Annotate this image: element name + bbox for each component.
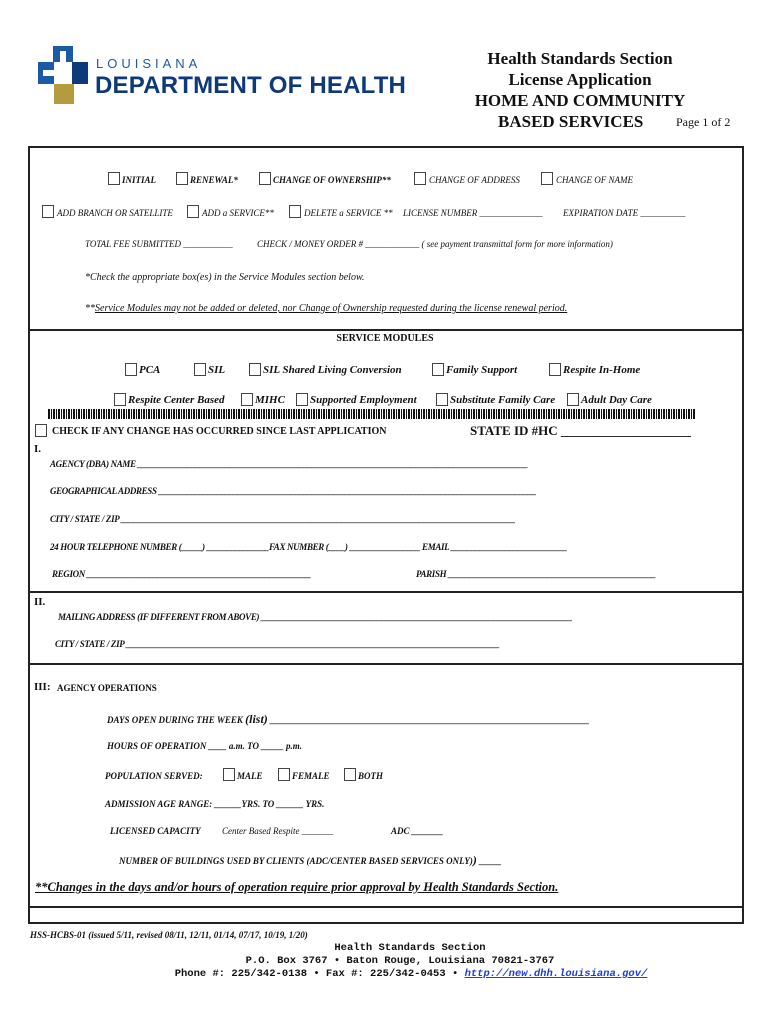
supported-employment-label: Supported Employment bbox=[310, 394, 417, 406]
licensed-capacity-label: LICENSED CAPACITY bbox=[110, 826, 201, 836]
footer-phone-fax: Phone #: 225/342-0138 • Fax #: 225/342-0453 • bbox=[174, 968, 459, 980]
days-open-line: _______________________________________________________________________ bbox=[270, 715, 590, 725]
initial-label: INITIAL bbox=[122, 175, 157, 185]
divider-section3 bbox=[28, 663, 742, 665]
adult-day-care-checkbox[interactable] bbox=[567, 393, 579, 406]
days-open-label: DAYS OPEN DURING THE WEEK bbox=[107, 715, 243, 725]
days-open-list: (list) bbox=[245, 712, 268, 726]
respite-in-home-checkbox[interactable] bbox=[549, 363, 561, 376]
section-2-numeral: II. bbox=[34, 596, 46, 608]
sil-shared-living-label: SIL Shared Living Conversion bbox=[263, 364, 402, 376]
sil-checkbox[interactable] bbox=[194, 363, 206, 376]
change-ownership-label: CHANGE OF OWNERSHIP** bbox=[273, 175, 391, 185]
change-address-label: CHANGE OF ADDRESS bbox=[429, 175, 520, 185]
adc-capacity-field[interactable]: ADC _______ bbox=[391, 826, 444, 836]
change-occurred-checkbox[interactable] bbox=[35, 424, 47, 437]
change-name-label: CHANGE OF NAME bbox=[556, 175, 633, 185]
substitute-family-care-label: Substitute Family Care bbox=[450, 394, 556, 406]
geographical-address-field[interactable]: GEOGRAPHICAL ADDRESS ___________________________________________________________________________________________ bbox=[50, 486, 537, 496]
page-number: Page 1 of 2 bbox=[676, 115, 731, 129]
mailing-city-state-zip-field[interactable]: CITY / STATE / ZIP __________________________________________________________________________________________ bbox=[55, 639, 500, 649]
logo-state: LOUISIANA bbox=[96, 56, 202, 71]
adult-day-care-label: Adult Day Care bbox=[581, 394, 652, 406]
renewal-checkbox[interactable] bbox=[176, 172, 188, 185]
region-field[interactable]: REGION ______________________________________________________ bbox=[52, 569, 311, 579]
changes-approval-note: **Changes in the days and/or hours of operation require prior approval by Health Standards Section. bbox=[35, 880, 559, 894]
mihc-checkbox[interactable] bbox=[241, 393, 253, 406]
substitute-family-care-checkbox[interactable] bbox=[436, 393, 448, 406]
mailing-address-field[interactable]: MAILING ADDRESS (IF DIFFERENT FROM ABOVE) ___________________________________________________________________________ bbox=[58, 612, 573, 622]
both-checkbox[interactable] bbox=[344, 768, 356, 781]
family-support-label: Family Support bbox=[446, 364, 518, 376]
logo-department: DEPARTMENT OF HEALTH bbox=[95, 72, 407, 99]
note-service-modules-text: Service Modules may not be added or deleted, nor Change of Ownership requested during the license renewal period. bbox=[95, 303, 568, 314]
initial-checkbox[interactable] bbox=[108, 172, 120, 185]
family-support-checkbox[interactable] bbox=[432, 363, 444, 376]
buildings-label: NUMBER OF BUILDINGS USED BY CLIENTS (ADC/CENTER BASED SERVICES ONLY) bbox=[119, 856, 473, 866]
buildings-line: _____ bbox=[479, 856, 502, 866]
website-link[interactable]: http://new.dhh.louisiana.gov/ bbox=[464, 968, 648, 980]
pca-checkbox[interactable] bbox=[125, 363, 137, 376]
expiration-date-field[interactable]: EXPIRATION DATE __________ bbox=[563, 208, 686, 218]
supported-employment-checkbox[interactable] bbox=[296, 393, 308, 406]
check-money-order-field[interactable]: CHECK / MONEY ORDER # ____________ ( see payment transmittal form for more information) bbox=[257, 239, 613, 249]
add-service-label: ADD a SERVICE** bbox=[202, 208, 274, 218]
delete-service-label: DELETE a SERVICE ** bbox=[304, 208, 393, 218]
form-id: HSS-HCBS-01 (issued 5/11, revised 08/11, 12/11, 01/14, 07/17, 10/19, 1/20) bbox=[30, 930, 308, 940]
respite-center-checkbox[interactable] bbox=[114, 393, 126, 406]
sil-shared-living-checkbox[interactable] bbox=[249, 363, 261, 376]
header-line-3: HOME AND COMMUNITY bbox=[474, 91, 686, 110]
population-served-label: POPULATION SERVED: bbox=[105, 771, 203, 781]
divider-section2 bbox=[28, 591, 742, 593]
buildings-field[interactable] bbox=[119, 853, 502, 868]
header-line-4: BASED SERVICES bbox=[498, 112, 644, 131]
section-3-numeral: III: bbox=[34, 681, 51, 693]
city-state-zip-field[interactable]: CITY / STATE / ZIP _______________________________________________________________________________________________ bbox=[50, 514, 516, 524]
divider-bottom bbox=[28, 906, 742, 908]
state-id-field[interactable]: STATE ID #HC ____________________ bbox=[470, 423, 691, 438]
footer-line-2: P.O. Box 3767 • Baton Rouge, Louisiana 70821-3767 bbox=[245, 955, 555, 967]
parish-field[interactable]: PARISH __________________________________________________ bbox=[416, 569, 656, 579]
both-label: BOTH bbox=[358, 771, 384, 781]
license-number-field[interactable]: LICENSE NUMBER ______________ bbox=[403, 208, 543, 218]
buildings-paren: ) bbox=[472, 853, 477, 867]
add-service-checkbox[interactable] bbox=[187, 205, 199, 218]
note-service-modules bbox=[85, 303, 567, 314]
footer-line-3 bbox=[0, 968, 770, 980]
days-open-field[interactable] bbox=[107, 712, 590, 727]
respite-in-home-label: Respite In-Home bbox=[563, 364, 641, 376]
pca-label: PCA bbox=[139, 364, 161, 376]
sil-label: SIL bbox=[208, 364, 226, 376]
note-asterisks: ** bbox=[85, 303, 95, 314]
female-checkbox[interactable] bbox=[278, 768, 290, 781]
add-branch-checkbox[interactable] bbox=[42, 205, 54, 218]
change-address-checkbox[interactable] bbox=[414, 172, 426, 185]
divider-modules bbox=[28, 329, 742, 331]
change-occurred-label: CHECK IF ANY CHANGE HAS OCCURRED SINCE LAST APPLICATION bbox=[52, 426, 387, 437]
change-ownership-checkbox[interactable] bbox=[259, 172, 271, 185]
male-checkbox[interactable] bbox=[223, 768, 235, 781]
health-cross-icon bbox=[38, 46, 88, 104]
note-check-boxes: *Check the appropriate box(es) in the Service Modules section below. bbox=[85, 272, 365, 283]
hours-operation-field[interactable]: HOURS OF OPERATION ____ a.m. TO _____ p.m. bbox=[107, 741, 302, 751]
phone-fax-email-field[interactable]: 24 HOUR TELEPHONE NUMBER (_____) _______________FAX NUMBER (____) _________________ EMAIL ____________________________ bbox=[50, 542, 568, 552]
total-fee-field[interactable]: TOTAL FEE SUBMITTED ___________ bbox=[85, 239, 233, 249]
female-label: FEMALE bbox=[292, 771, 330, 781]
service-modules-title: SERVICE MODULES bbox=[336, 333, 434, 344]
section-1-numeral: I. bbox=[34, 443, 42, 455]
logo bbox=[38, 46, 408, 106]
add-branch-label: ADD BRANCH OR SATELLITE bbox=[57, 208, 173, 218]
renewal-label: RENEWAL* bbox=[190, 175, 238, 185]
mihc-label: MIHC bbox=[255, 394, 285, 406]
respite-center-label: Respite Center Based bbox=[128, 394, 225, 406]
admission-age-field[interactable]: ADMISSION AGE RANGE: ______YRS. TO ______ YRS. bbox=[105, 799, 325, 809]
separator-bar bbox=[48, 409, 695, 419]
header-line-1: Health Standards Section bbox=[487, 49, 673, 68]
change-name-checkbox[interactable] bbox=[541, 172, 553, 185]
header-title-block bbox=[455, 48, 705, 111]
agency-operations-title: AGENCY OPERATIONS bbox=[57, 683, 157, 693]
header-line-2: License Application bbox=[508, 70, 652, 89]
male-label: MALE bbox=[237, 771, 263, 781]
footer-line-1: Health Standards Section bbox=[334, 942, 486, 954]
center-based-respite-field[interactable]: Center Based Respite _______ bbox=[222, 826, 334, 836]
delete-service-checkbox[interactable] bbox=[289, 205, 301, 218]
agency-name-field[interactable]: AGENCY (DBA) NAME ______________________________________________________________________________________________ bbox=[50, 459, 528, 469]
